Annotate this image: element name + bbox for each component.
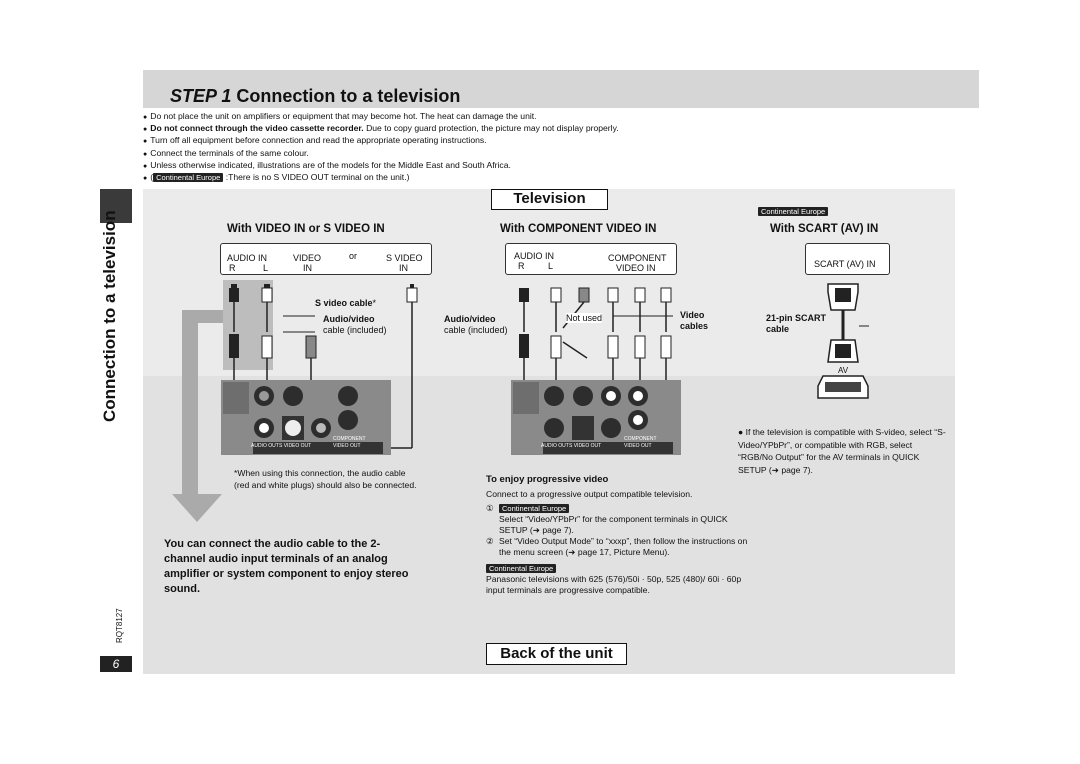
video-out-label: VIDEO OUT — [333, 443, 361, 449]
progressive-heading: To enjoy progressive video — [486, 474, 609, 485]
cables-label: cables — [680, 321, 709, 331]
in-label: IN — [399, 263, 408, 273]
svideo-compat-note: ● If the television is compatible with S-video, select “S-Video/YPbPr”, or compatible with RGB, select “RGB/No Output” for the AV terminals in QUICK SETUP (➜ page 7). — [738, 427, 946, 475]
bullet-item-tag — [143, 172, 943, 184]
region-tag: Continental Europe — [499, 504, 569, 513]
progressive-intro: Connect to a progressive output compatible television. — [486, 489, 693, 499]
page-number: 6 — [100, 656, 132, 672]
cable-included-label: cable (included) — [444, 325, 508, 335]
bullet-item-bold — [143, 123, 943, 135]
column-heading-video-in: With VIDEO IN or S VIDEO IN — [227, 223, 385, 235]
or-label: or — [349, 251, 358, 261]
step-title-text: Connection to a television — [236, 86, 461, 106]
page-title — [170, 86, 460, 107]
scart-socket-icon — [818, 376, 868, 398]
video-cables-label: Video — [680, 310, 705, 320]
panasonic-compat-text: Panasonic televisions with 625 (576)/50i · 50p, 525 (480)/ 60i · 60p input terminals are progressive compatible. — [486, 574, 742, 595]
bullet-rest-text: Due to copy guard protection, the picture may not display properly. — [363, 123, 619, 134]
component-label: COMPONENT — [608, 253, 667, 263]
s-video-cable-label: S video cable* — [315, 298, 377, 308]
progressive-section — [486, 474, 756, 596]
step-label: STEP 1 — [170, 86, 232, 106]
not-used-label: Not used — [566, 313, 603, 323]
region-tag: Continental Europe — [153, 173, 223, 182]
av-label: AV — [838, 366, 849, 375]
progressive-step-1: ① Continental Europe Select “Video/YPbPr” for the component terminals in QUICK SETUP (➜ page 7). — [486, 503, 728, 535]
video-label: VIDEO — [293, 253, 322, 263]
region-tag: Continental Europe — [758, 207, 828, 216]
column-heading-scart: With SCART (AV) IN — [770, 223, 879, 235]
star-note: *When using this connection, the audio cable (red and white plugs) should also be connected. — [234, 468, 417, 490]
video-out-label: VIDEO OUT — [624, 443, 652, 449]
video-in-label: VIDEO IN — [616, 263, 656, 273]
progressive-step-2: ② Set “Video Output Mode” to “xxxp”, then follow the instructions on the menu screen (➜ page 17, Picture Menu). — [486, 536, 748, 557]
bullet-bold-text: Do not connect through the video cassette recorder. — [150, 123, 364, 134]
l-label: L — [263, 263, 269, 273]
s-video-label: S VIDEO — [386, 253, 423, 263]
bullet-item: ● Connect the terminals of the same colour. — [143, 148, 943, 160]
precaution-list — [143, 111, 943, 184]
stereo-note: You can connect the audio cable to the 2-channel audio input terminals of an analog amplifier or system component to enjoy stereo sound. — [164, 538, 409, 595]
region-tag: Continental Europe — [486, 564, 556, 573]
scart-plug-icon — [828, 284, 869, 362]
audio-out-label: AUDIO OUT — [251, 443, 279, 449]
in-label: IN — [303, 263, 312, 273]
bullet-item: ● Unless otherwise indicated, illustrations are of the models for the Middle East and South Africa. — [143, 160, 943, 172]
audio-out-label: AUDIO OUT — [541, 443, 569, 449]
television-label: Television — [491, 189, 608, 210]
audio-video-label: Audio/video — [323, 314, 375, 324]
section-title: Connection to a television — [100, 210, 119, 422]
bullet-open-paren: ( — [150, 172, 154, 183]
s-video-out-label: S VIDEO OUT — [279, 443, 312, 449]
bullet-item: ● Do not place the unit on amplifiers or equipment that may become hot. The heat can damage the unit. — [143, 111, 943, 123]
audio-in-label: AUDIO IN — [227, 253, 268, 263]
audio-in-label: AUDIO IN — [514, 251, 555, 261]
back-of-unit-label: Back of the unit — [486, 643, 627, 665]
bullet-tag-rest: :There is no S VIDEO OUT terminal on the unit.) — [223, 172, 410, 183]
audio-video-label: Audio/video — [444, 314, 496, 324]
component-label: COMPONENT — [624, 436, 657, 442]
r-label: R — [518, 261, 525, 271]
scart-cable-label: 21-pin SCART — [766, 313, 827, 323]
scart-av-in-label: SCART (AV) IN — [814, 259, 876, 269]
s-video-out-label: S VIDEO OUT — [569, 443, 602, 449]
bullet-item: ● Turn off all equipment before connection and read the appropriate operating instructions. — [143, 135, 943, 147]
doc-code: RQT8127 — [115, 608, 124, 643]
cable-included-label: cable (included) — [323, 325, 387, 335]
scart-cable-label-2: cable — [766, 324, 790, 334]
l-label: L — [548, 261, 554, 271]
column-heading-component: With COMPONENT VIDEO IN — [500, 223, 657, 235]
r-label: R — [229, 263, 236, 273]
component-label: COMPONENT — [333, 436, 366, 442]
